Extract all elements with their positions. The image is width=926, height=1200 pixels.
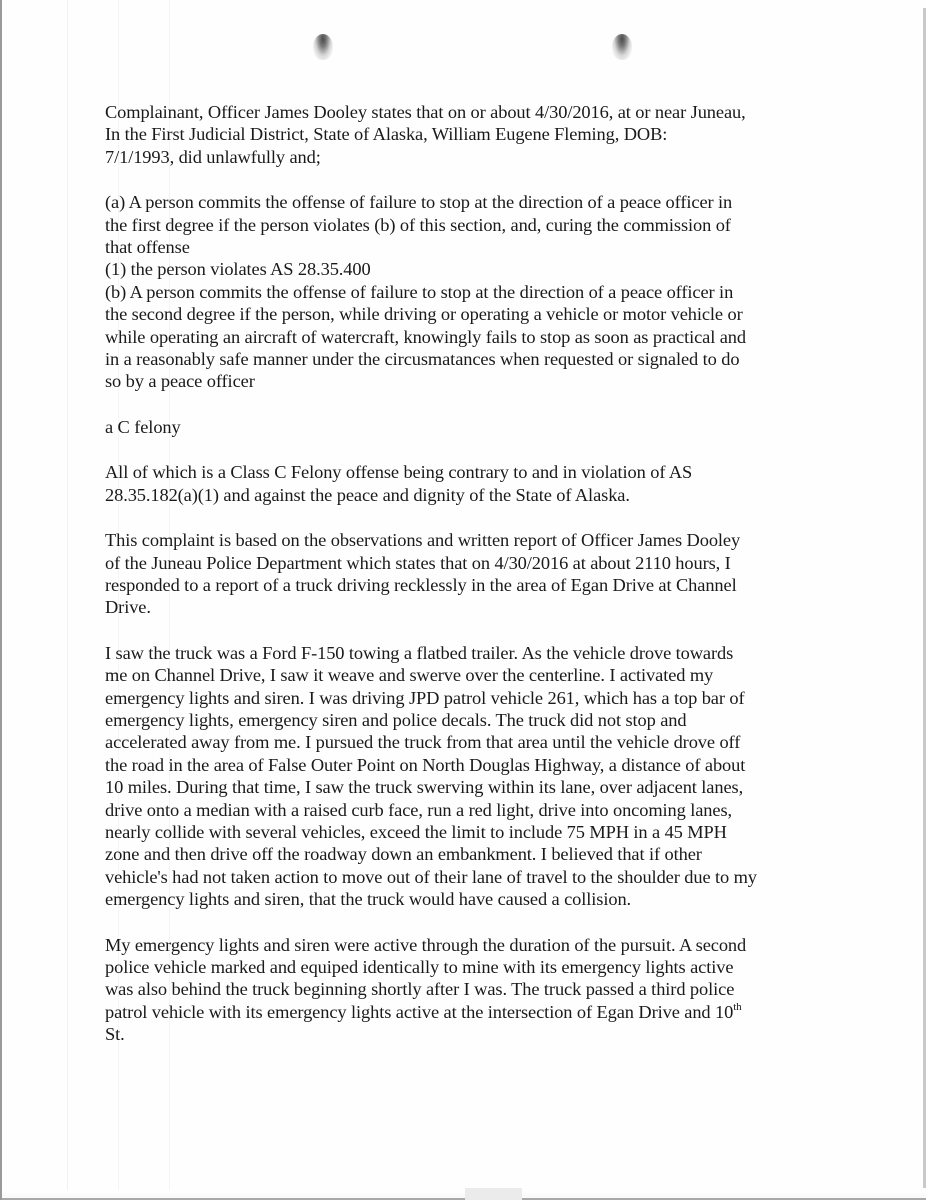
text-line: This complaint is based on the observations and written report of Officer James Dooley	[105, 530, 741, 551]
scan-artifact-line	[67, 0, 68, 1190]
text-line: drive onto a median with a raised curb face, run a red light, drive into oncoming lanes,	[105, 799, 733, 820]
text-line: the first degree if the person violates (b) of this section, and, curing the commission of	[105, 214, 731, 235]
text-line: me on Channel Drive, I saw it weave and swerve over the centerline. I activated my	[105, 665, 714, 686]
text-line: 10 miles. During that time, I saw the truck swerving within its lane, over adjacent lanes,	[105, 777, 744, 798]
text-line: emergency lights, emergency siren and police decals. The truck did not stop and	[105, 709, 687, 730]
text-line: of the Juneau Police Department which states that on 4/30/2016 at about 2110 hours, I	[105, 552, 731, 573]
punch-hole-icon	[313, 34, 333, 60]
text-line: Drive.	[105, 597, 151, 618]
text-line: (a) A person commits the offense of failure to stop at the direction of a peace officer in	[105, 192, 733, 213]
paragraph-narrative	[105, 642, 825, 911]
text-line: I saw the truck was a Ford F-150 towing a flatbed trailer. As the vehicle drove towards	[105, 642, 734, 663]
text-line: zone and then drive off the roadway down an embankment. I believed that if other	[105, 844, 702, 865]
text-line: 7/1/1993, did unlawfully and;	[105, 146, 321, 167]
text-line: nearly collide with several vehicles, exceed the limit to include 75 MPH in a 45 MPH	[105, 821, 727, 842]
page-bottom-tab	[465, 1188, 522, 1200]
text-line: emergency lights and siren. I was driving JPD patrol vehicle 261, which has a top bar of	[105, 687, 745, 708]
document-body	[105, 101, 825, 1069]
text-line: vehicle's had not taken action to move out of their lane of travel to the shoulder due to my	[105, 866, 757, 887]
text-line: Complainant, Officer James Dooley states that on or about 4/30/2016, at or near Juneau,	[105, 102, 746, 122]
paragraph-classification	[105, 416, 825, 438]
paragraph-statute	[105, 191, 825, 393]
text-line: was also behind the truck beginning shortly after I was. The truck passed a third police	[105, 979, 735, 1000]
text-line: (b) A person commits the offense of failure to stop at the direction of a peace officer in	[105, 281, 734, 302]
ordinal-superscript: th	[733, 1000, 742, 1013]
text-fragment: patrol vehicle with its emergency lights active at the intersection of Egan Drive and 10	[105, 1001, 734, 1022]
text-line: emergency lights and siren, that the truck would have caused a collision.	[105, 889, 632, 910]
text-line: St.	[105, 1024, 125, 1045]
text-line: the road in the area of False Outer Point on North Douglas Highway, a distance of about	[105, 754, 746, 775]
text-line-with-superscript	[105, 1001, 825, 1023]
paragraph-pursuit	[105, 934, 825, 1046]
text-line: a C felony	[105, 416, 181, 437]
page-bottom-edge	[2, 1194, 926, 1200]
paragraph-violation	[105, 461, 825, 506]
text-line: 28.35.182(a)(1) and against the peace and dignity of the State of Alaska.	[105, 484, 630, 505]
text-line: in a reasonably safe manner under the circusmatances when requested or signaled to do	[105, 349, 740, 370]
text-line: My emergency lights and siren were active through the duration of the pursuit. A second	[105, 934, 747, 955]
text-line: responded to a report of a truck driving recklessly in the area of Egan Drive at Channel	[105, 574, 737, 595]
paragraph-intro	[105, 101, 825, 168]
text-line: (1) the person violates AS 28.35.400	[105, 259, 371, 280]
text-line: accelerated away from me. I pursued the truck from that area until the vehicle drove off	[105, 732, 741, 753]
text-line: while operating an aircraft of watercraft, knowingly fails to stop as soon as practical and	[105, 326, 746, 347]
text-line: the second degree if the person, while driving or operating a vehicle or motor vehicle or	[105, 304, 743, 325]
paragraph-basis	[105, 529, 825, 619]
text-line: All of which is a Class C Felony offense being contrary to and in violation of AS	[105, 462, 693, 483]
text-line: police vehicle marked and equiped identically to mine with its emergency lights active	[105, 957, 734, 977]
text-line: so by a peace officer	[105, 371, 255, 392]
text-line: that offense	[105, 237, 190, 258]
punch-hole-icon	[612, 34, 632, 60]
text-line: In the First Judicial District, State of Alaska, William Eugene Fleming, DOB:	[105, 124, 668, 145]
